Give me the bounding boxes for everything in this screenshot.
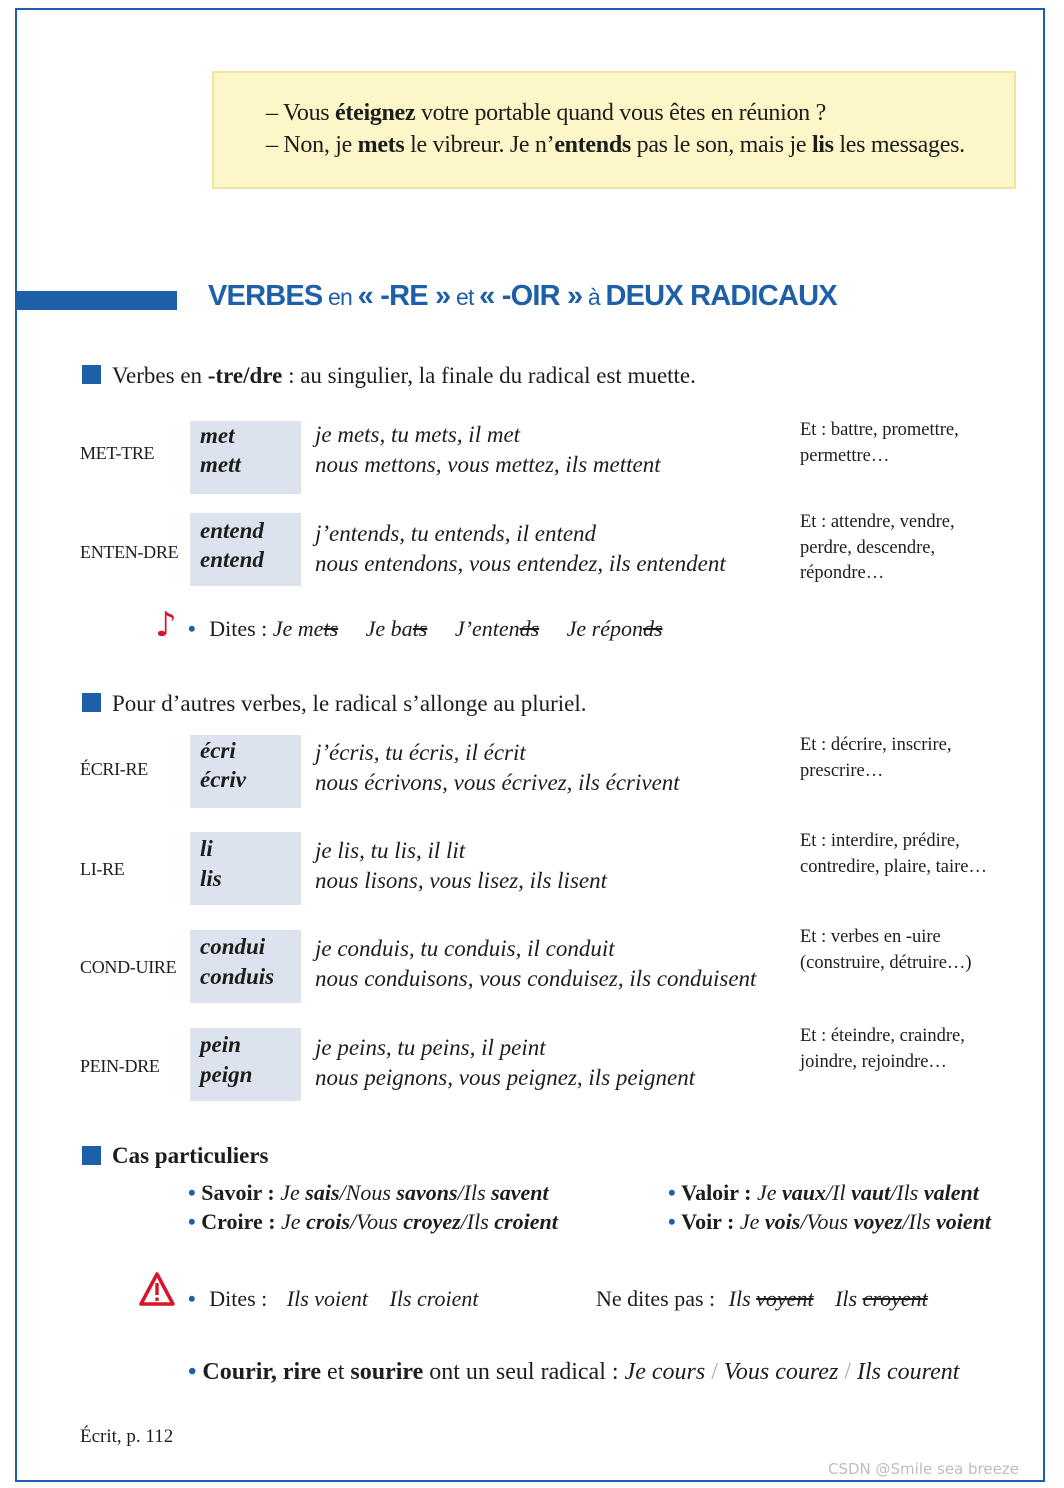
dites-word: Je réponds	[566, 616, 663, 641]
stem-box	[190, 513, 301, 586]
verb-label: MET-TRE	[80, 443, 155, 463]
conjugation-plural: nous peignons, vous peignez, ils peignent	[315, 1065, 696, 1090]
dites-word: J’entends	[454, 616, 540, 641]
stem-box	[190, 1028, 301, 1101]
conjugation-singular: j’entends, tu entends, il entend	[315, 521, 597, 546]
dialogue-line-2: – Non, je mets le vibreur. Je n’entends pas le son, mais je lis les messages.	[266, 132, 965, 158]
dialogue-box	[212, 71, 1016, 189]
warning-icon	[139, 1271, 175, 1307]
cas-item: • Croire : Je crois/Vous croyez/Ils croient	[188, 1209, 558, 1234]
stem-singular: met	[200, 423, 235, 448]
verb-label: ÉCRI-RE	[80, 759, 148, 779]
conjugation-plural: nous lisons, vous lisez, ils lisent	[315, 868, 607, 893]
cas-item: • Savoir : Je sais/Nous savons/Ils savent	[188, 1180, 549, 1205]
stem-singular: écri	[200, 738, 236, 763]
watermark: CSDN @Smile sea breeze	[828, 1460, 1019, 1478]
conjugation	[315, 836, 607, 896]
stem-box	[190, 421, 301, 494]
stem-singular: li	[200, 836, 213, 861]
conjugation-plural: nous mettons, vous mettez, ils mettent	[315, 452, 661, 477]
similar-verbs: Et : battre, promettre, permettre…	[800, 420, 959, 466]
stem-box	[190, 930, 301, 1003]
cas-item: • Voir : Je vois/Vous voyez/Ils voient	[668, 1209, 992, 1234]
music-note-icon: ♪	[155, 605, 177, 645]
conjugation	[315, 738, 680, 798]
dites-word: Je bats	[365, 616, 428, 641]
similar-verbs: Et : éteindre, craindre, joindre, rejoindre…	[800, 1026, 965, 1072]
conjugation	[315, 1033, 695, 1093]
page-footer: Écrit, p. 112	[80, 1426, 174, 1447]
conjugation-singular: je mets, tu mets, il met	[315, 422, 521, 447]
conjugation-singular: je lis, tu lis, il lit	[315, 838, 466, 863]
stem-singular: condui	[200, 934, 266, 959]
cas-item: • Valoir : Je vaux/Il vaut/Ils valent	[668, 1180, 979, 1205]
stem-plural: écriv	[200, 767, 246, 792]
stem-box	[190, 735, 301, 808]
stem-plural: entend	[200, 547, 264, 572]
similar-verbs: Et : interdire, prédire, contredire, plaire, taire…	[800, 831, 987, 877]
section-1-title: Verbes en -tre/dre : au singulier, la finale du radical est muette.	[112, 363, 696, 388]
conjugation-plural: nous écrivons, vous écrivez, ils écrivent	[315, 770, 680, 795]
stem-box	[190, 832, 301, 905]
section-2-title: Pour d’autres verbes, le radical s’allonge au pluriel.	[112, 691, 587, 716]
conjugation	[315, 420, 661, 480]
conjugation-singular: j’écris, tu écris, il écrit	[315, 740, 526, 765]
stem-plural: conduis	[200, 964, 275, 989]
dites-pronunciation: • Dites : Je mets Je bats J’entends Je réponds	[188, 616, 663, 641]
similar-verbs: Et : attendre, vendre, perdre, descendre, répondre…	[800, 512, 955, 583]
conjugation-singular: je conduis, tu conduis, il conduit	[315, 936, 615, 961]
dites-word: Je mets	[272, 616, 339, 641]
conjugation	[315, 519, 726, 579]
stem-singular: entend	[200, 518, 264, 543]
ne-dites-pas: Ne dites pas : Ils voyent Ils croyent	[596, 1286, 928, 1311]
conjugation	[315, 934, 756, 994]
verb-label: COND-UIRE	[80, 957, 177, 977]
section-square-icon	[82, 1146, 101, 1165]
stem-plural: mett	[200, 452, 241, 477]
courir-note: • Courir, rire et sourire ont un seul radical : Je cours / Vous courez / Ils courent	[188, 1359, 960, 1385]
dites-correct: • Dites : Ils voient Ils croient	[188, 1286, 479, 1311]
conjugation-singular: je peins, tu peins, il peint	[315, 1035, 546, 1060]
section-square-icon	[82, 365, 101, 384]
verb-label: LI-RE	[80, 859, 125, 879]
stem-singular: pein	[200, 1032, 241, 1057]
heading-bar	[17, 291, 177, 310]
verb-label: PEIN-DRE	[80, 1056, 160, 1076]
section-square-icon	[82, 693, 101, 712]
stem-plural: peign	[200, 1062, 253, 1087]
conjugation-plural: nous entendons, vous entendez, ils entendent	[315, 551, 726, 576]
verb-label: ENTEN-DRE	[80, 542, 179, 562]
section-3-title: Cas particuliers	[112, 1143, 269, 1168]
stem-plural: lis	[200, 866, 222, 891]
dialogue-line-1: – Vous éteignez votre portable quand vous êtes en réunion ?	[266, 100, 826, 126]
conjugation-plural: nous conduisons, vous conduisez, ils conduisent	[315, 966, 757, 991]
similar-verbs: Et : décrire, inscrire, prescrire…	[800, 735, 952, 781]
page-title: VERBES en « -RE » et « -OIR » à DEUX RADICAUX	[208, 280, 837, 312]
similar-verbs: Et : verbes en -uire (construire, détruire…)	[800, 927, 972, 973]
